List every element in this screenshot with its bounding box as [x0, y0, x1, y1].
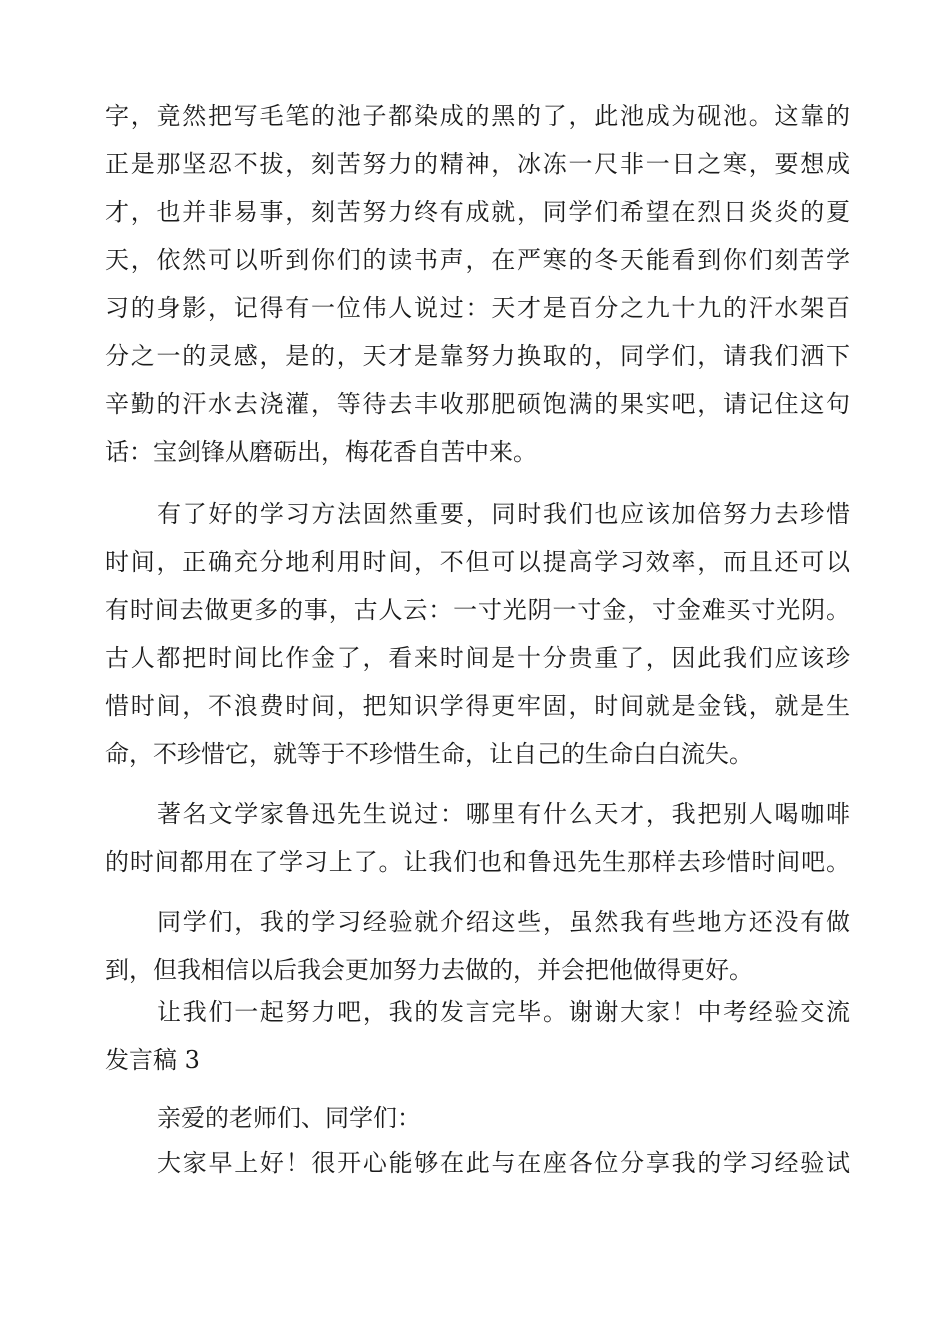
salutation-line: 亲爱的老师们、同学们： — [157, 1104, 421, 1132]
text-line: 话：宝剑锋从磨砺出，梅花香自苦中来。 — [105, 438, 537, 466]
text-line: 习的身影，记得有一位伟人说过：天才是百分之九十九的汗水架百 — [105, 294, 850, 322]
text-line: 才，也并非易事，刻苦努力终有成就，同学们希望在烈日炎炎的夏 — [105, 198, 850, 226]
text-line: 正是那坚忍不拔，刻苦努力的精神，冰冻一尺非一日之寒，要想成 — [105, 150, 850, 178]
text-line: 古人都把时间比作金了，看来时间是十分贵重了，因此我们应该珍 — [105, 644, 850, 672]
text-line: 的时间都用在了学习上了。让我们也和鲁迅先生那样去珍惜时间吧。 — [105, 848, 850, 876]
text-line: 分之一的灵感，是的，天才是靠努力换取的，同学们，请我们洒下 — [105, 342, 850, 370]
text-line: 辛勤的汗水去浇灌，等待去丰收那肥硕饱满的果实吧，请记住这句 — [105, 390, 850, 418]
paragraph-first-line: 著名文学家鲁迅先生说过：哪里有什么天才，我把别人喝咖啡 — [157, 800, 850, 828]
text-line: 字，竟然把写毛笔的池子都染成的黑的了，此池成为砚池。这靠的 — [105, 102, 850, 130]
text-line: 发言稿 3 — [105, 1046, 200, 1074]
paragraph-first-line: 让我们一起努力吧，我的发言完毕。谢谢大家！中考经验交流 — [157, 998, 850, 1026]
text-line: 到，但我相信以后我会更加努力去做的，并会把他做得更好。 — [105, 956, 753, 984]
paragraph-first-line: 大家早上好！很开心能够在此与在座各位分享我的学习经验试 — [157, 1149, 850, 1177]
text-line: 天，依然可以听到你们的读书声，在严寒的冬天能看到你们刻苦学 — [105, 246, 850, 274]
paragraph-first-line: 同学们，我的学习经验就介绍这些，虽然我有些地方还没有做 — [157, 908, 850, 936]
text-line: 时间，正确充分地利用时间，不但可以提高学习效率，而且还可以 — [105, 548, 850, 576]
text-line: 命，不珍惜它，就等于不珍惜生命，让自己的生命白白流失。 — [105, 740, 753, 768]
text-line: 惜时间，不浪费时间，把知识学得更牢固，时间就是金钱，就是生 — [105, 692, 850, 720]
text-line: 有时间去做更多的事，古人云：一寸光阴一寸金，寸金难买寸光阴。 — [105, 596, 850, 624]
paragraph-first-line: 有了好的学习方法固然重要，同时我们也应该加倍努力去珍惜 — [157, 500, 850, 528]
